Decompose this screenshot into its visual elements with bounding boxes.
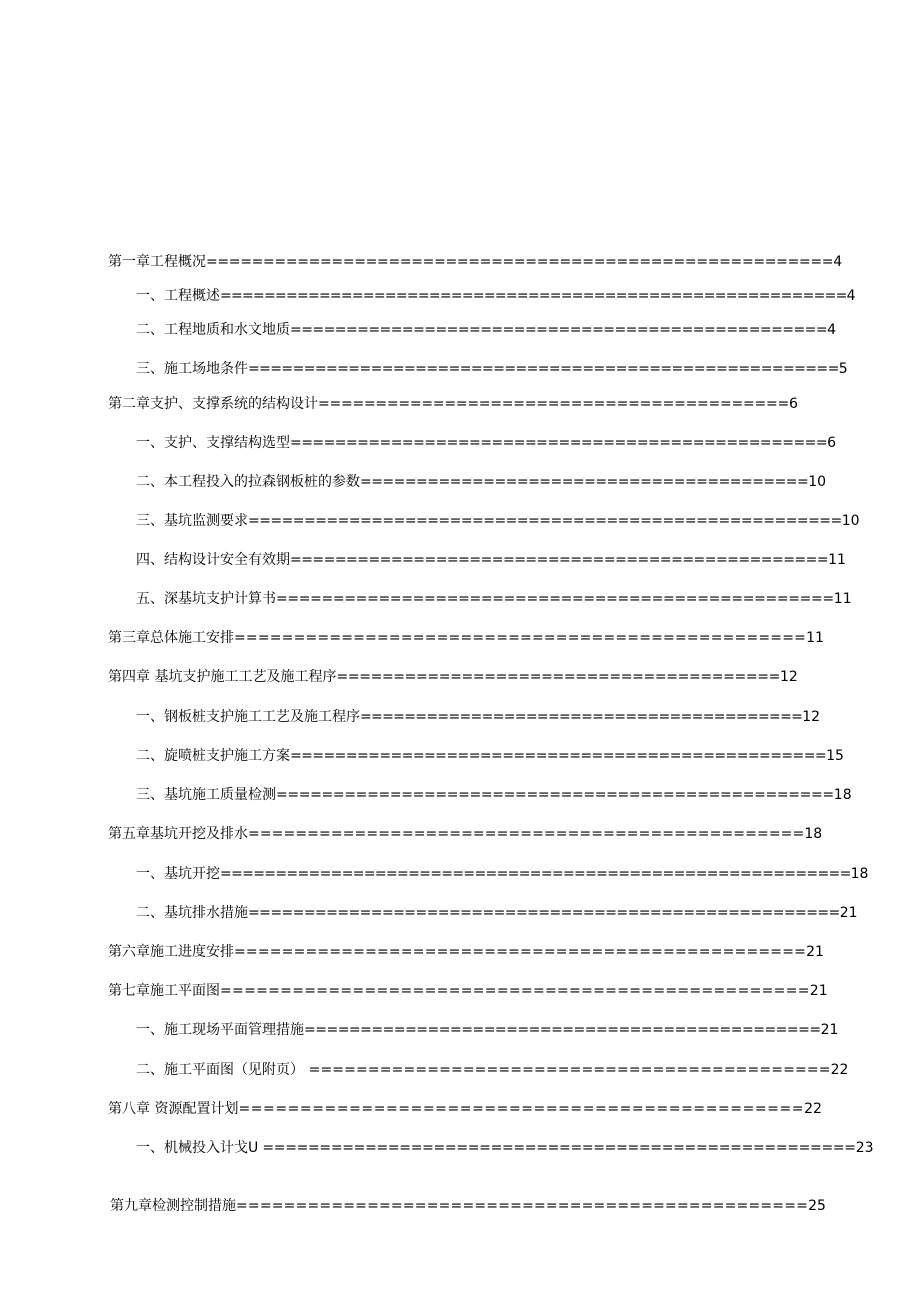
toc-entry-page: 4 bbox=[846, 288, 856, 304]
toc-entry-chapter-9[interactable] bbox=[110, 1196, 826, 1216]
toc-entry-leader: ================================================= bbox=[276, 591, 834, 607]
toc-entry-title: 二、基坑排水措施 bbox=[136, 905, 248, 921]
toc-entry-title: 第一章工程概况 bbox=[108, 254, 206, 270]
toc-entry-page: 6 bbox=[827, 435, 836, 451]
toc-entry-leader: ================================================ bbox=[290, 322, 828, 338]
toc-entry-title: 第三章总体施工安排 bbox=[108, 630, 234, 646]
toc-entry-leader: ==================================================== bbox=[258, 1140, 856, 1156]
toc-entry-leader: ========================================= bbox=[318, 396, 789, 412]
toc-entry-page: 6 bbox=[788, 396, 798, 412]
toc-entry-leader: ================================================ bbox=[290, 552, 829, 568]
toc-entry-title: 二、工程地质和水文地质 bbox=[136, 322, 290, 338]
toc-entry-leader: ===================================================== bbox=[248, 513, 842, 529]
toc-entry-section[interactable] bbox=[136, 511, 860, 531]
toc-entry-title: 第九章检测控制措施 bbox=[110, 1198, 236, 1214]
toc-entry-section[interactable] bbox=[136, 1138, 874, 1158]
toc-entry-section[interactable] bbox=[136, 746, 844, 766]
toc-entry-title: 一、钢板桩支护施工工艺及施工程序 bbox=[136, 709, 360, 725]
toc-entry-chapter-4[interactable] bbox=[108, 667, 798, 687]
toc-entry-title: 第八章 资源配置计划 bbox=[108, 1101, 239, 1117]
toc-entry-section[interactable] bbox=[136, 472, 826, 492]
toc-entry-leader: ===================================================== bbox=[248, 361, 839, 377]
toc-entry-title: 第五章基坑开挖及排水 bbox=[108, 826, 248, 842]
toc-entry-leader: ======================================== bbox=[360, 474, 809, 490]
toc-entry-leader: ======================================================= bbox=[206, 254, 834, 270]
toc-entry-chapter-1[interactable] bbox=[108, 252, 842, 272]
toc-entry-leader: ======================================== bbox=[360, 709, 803, 725]
toc-entry-section[interactable] bbox=[136, 359, 848, 379]
toc-entry-section[interactable] bbox=[136, 707, 820, 727]
toc-entry-section[interactable] bbox=[136, 864, 868, 884]
toc-entry-page: 21 bbox=[809, 983, 828, 999]
toc-entry-page: 22 bbox=[830, 1062, 849, 1078]
toc-entry-section[interactable] bbox=[136, 550, 846, 570]
toc-entry-page: 23 bbox=[855, 1140, 874, 1156]
toc-entry-title: 第四章 基坑支护施工工艺及施工程序 bbox=[108, 669, 337, 685]
toc-entry-title: 三、施工场地条件 bbox=[136, 361, 248, 377]
toc-entry-title: 三、基坑施工质量检测 bbox=[136, 787, 276, 803]
toc-entry-leader: ================================================ bbox=[290, 748, 827, 764]
toc-entry-page: 12 bbox=[802, 709, 821, 725]
toc-entry-leader: ================================================= bbox=[220, 983, 810, 999]
toc-entry-leader: ================================================ bbox=[234, 944, 807, 960]
toc-entry-page: 21 bbox=[820, 1022, 839, 1038]
toc-entry-page: 10 bbox=[808, 474, 827, 490]
toc-entry-page: 22 bbox=[804, 1101, 822, 1117]
toc-entry-section[interactable] bbox=[136, 903, 858, 923]
toc-entry-title: 一、支护、支撑结构选型 bbox=[136, 435, 290, 451]
toc-entry-title: 一、工程概述 bbox=[136, 288, 220, 304]
toc-entry-chapter-8[interactable] bbox=[108, 1099, 822, 1119]
toc-entry-section[interactable] bbox=[136, 1060, 848, 1080]
toc-entry-chapter-6[interactable] bbox=[108, 942, 824, 962]
toc-entry-page: 12 bbox=[779, 669, 798, 685]
toc-entry-page: 11 bbox=[828, 552, 846, 568]
toc-entry-page: 11 bbox=[833, 591, 852, 607]
toc-entry-title: 二、本工程投入的拉森钢板桩的参数 bbox=[136, 474, 360, 490]
toc-entry-page: 4 bbox=[833, 254, 843, 270]
toc-entry-page: 25 bbox=[808, 1198, 826, 1214]
toc-entry-chapter-3[interactable] bbox=[108, 628, 824, 648]
toc-entry-title: 四、结构设计安全有效期 bbox=[136, 552, 290, 568]
toc-entry-leader: ============================================ bbox=[304, 1062, 831, 1078]
toc-entry-chapter-5[interactable] bbox=[108, 824, 822, 844]
toc-entry-page: 10 bbox=[841, 513, 860, 529]
toc-entry-leader: ================================================ bbox=[290, 435, 828, 451]
toc-entry-title: 第二章支护、支撑系统的结构设计 bbox=[108, 396, 318, 412]
toc-entry-title: 一、基坑开挖 bbox=[136, 866, 220, 882]
toc-entry-page: 18 bbox=[804, 826, 823, 842]
toc-entry-title: 五、深基坑支护计算书 bbox=[136, 591, 276, 607]
toc-entry-leader: ========================================================= bbox=[220, 866, 851, 882]
toc-entry-leader: =============================================== bbox=[248, 826, 805, 842]
toc-entry-title: 二、施工平面图（见附页） bbox=[136, 1062, 304, 1078]
toc-entry-leader: ============================================== bbox=[238, 1101, 805, 1117]
toc-entry-chapter-7[interactable] bbox=[108, 981, 828, 1001]
toc-entry-section[interactable] bbox=[136, 433, 836, 453]
toc-entry-leader: ================================================ bbox=[234, 630, 807, 646]
toc-entry-title: 第七章施工平面图 bbox=[108, 983, 220, 999]
toc-entry-title: 三、基坑监测要求 bbox=[136, 513, 248, 529]
toc-entry-section[interactable] bbox=[136, 320, 836, 340]
toc-entry-page: 18 bbox=[850, 866, 869, 882]
toc-entry-leader: ========================================================= bbox=[220, 288, 847, 304]
toc-entry-section[interactable] bbox=[136, 589, 852, 609]
toc-entry-title: 二、旋喷桩支护施工方案 bbox=[136, 748, 290, 764]
toc-entry-section[interactable] bbox=[136, 1020, 838, 1040]
toc-entry-title: 第六章施工进度安排 bbox=[108, 944, 234, 960]
toc-entry-page: 5 bbox=[838, 361, 848, 377]
toc-entry-page: 11 bbox=[806, 630, 824, 646]
toc-entry-leader: ============================================== bbox=[304, 1022, 821, 1038]
toc-entry-page: 18 bbox=[833, 787, 852, 803]
toc-entry-leader: ================================================= bbox=[276, 787, 834, 803]
toc-entry-page: 21 bbox=[839, 905, 858, 921]
toc-entry-title: 一、施工现场平面管理措施 bbox=[136, 1022, 304, 1038]
toc-entry-section[interactable] bbox=[136, 286, 856, 306]
toc-entry-section[interactable] bbox=[136, 785, 852, 805]
toc-entry-leader: ======================================= bbox=[336, 669, 780, 685]
toc-entry-page: 4 bbox=[827, 322, 836, 338]
toc-entry-page: 21 bbox=[806, 944, 824, 960]
toc-entry-leader: ================================================ bbox=[236, 1198, 809, 1214]
toc-entry-chapter-2[interactable] bbox=[108, 394, 798, 414]
toc-entry-page: 15 bbox=[826, 748, 844, 764]
toc-entry-title: 一、机械投入计戈U bbox=[136, 1140, 259, 1156]
toc-entry-leader: ===================================================== bbox=[248, 905, 840, 921]
